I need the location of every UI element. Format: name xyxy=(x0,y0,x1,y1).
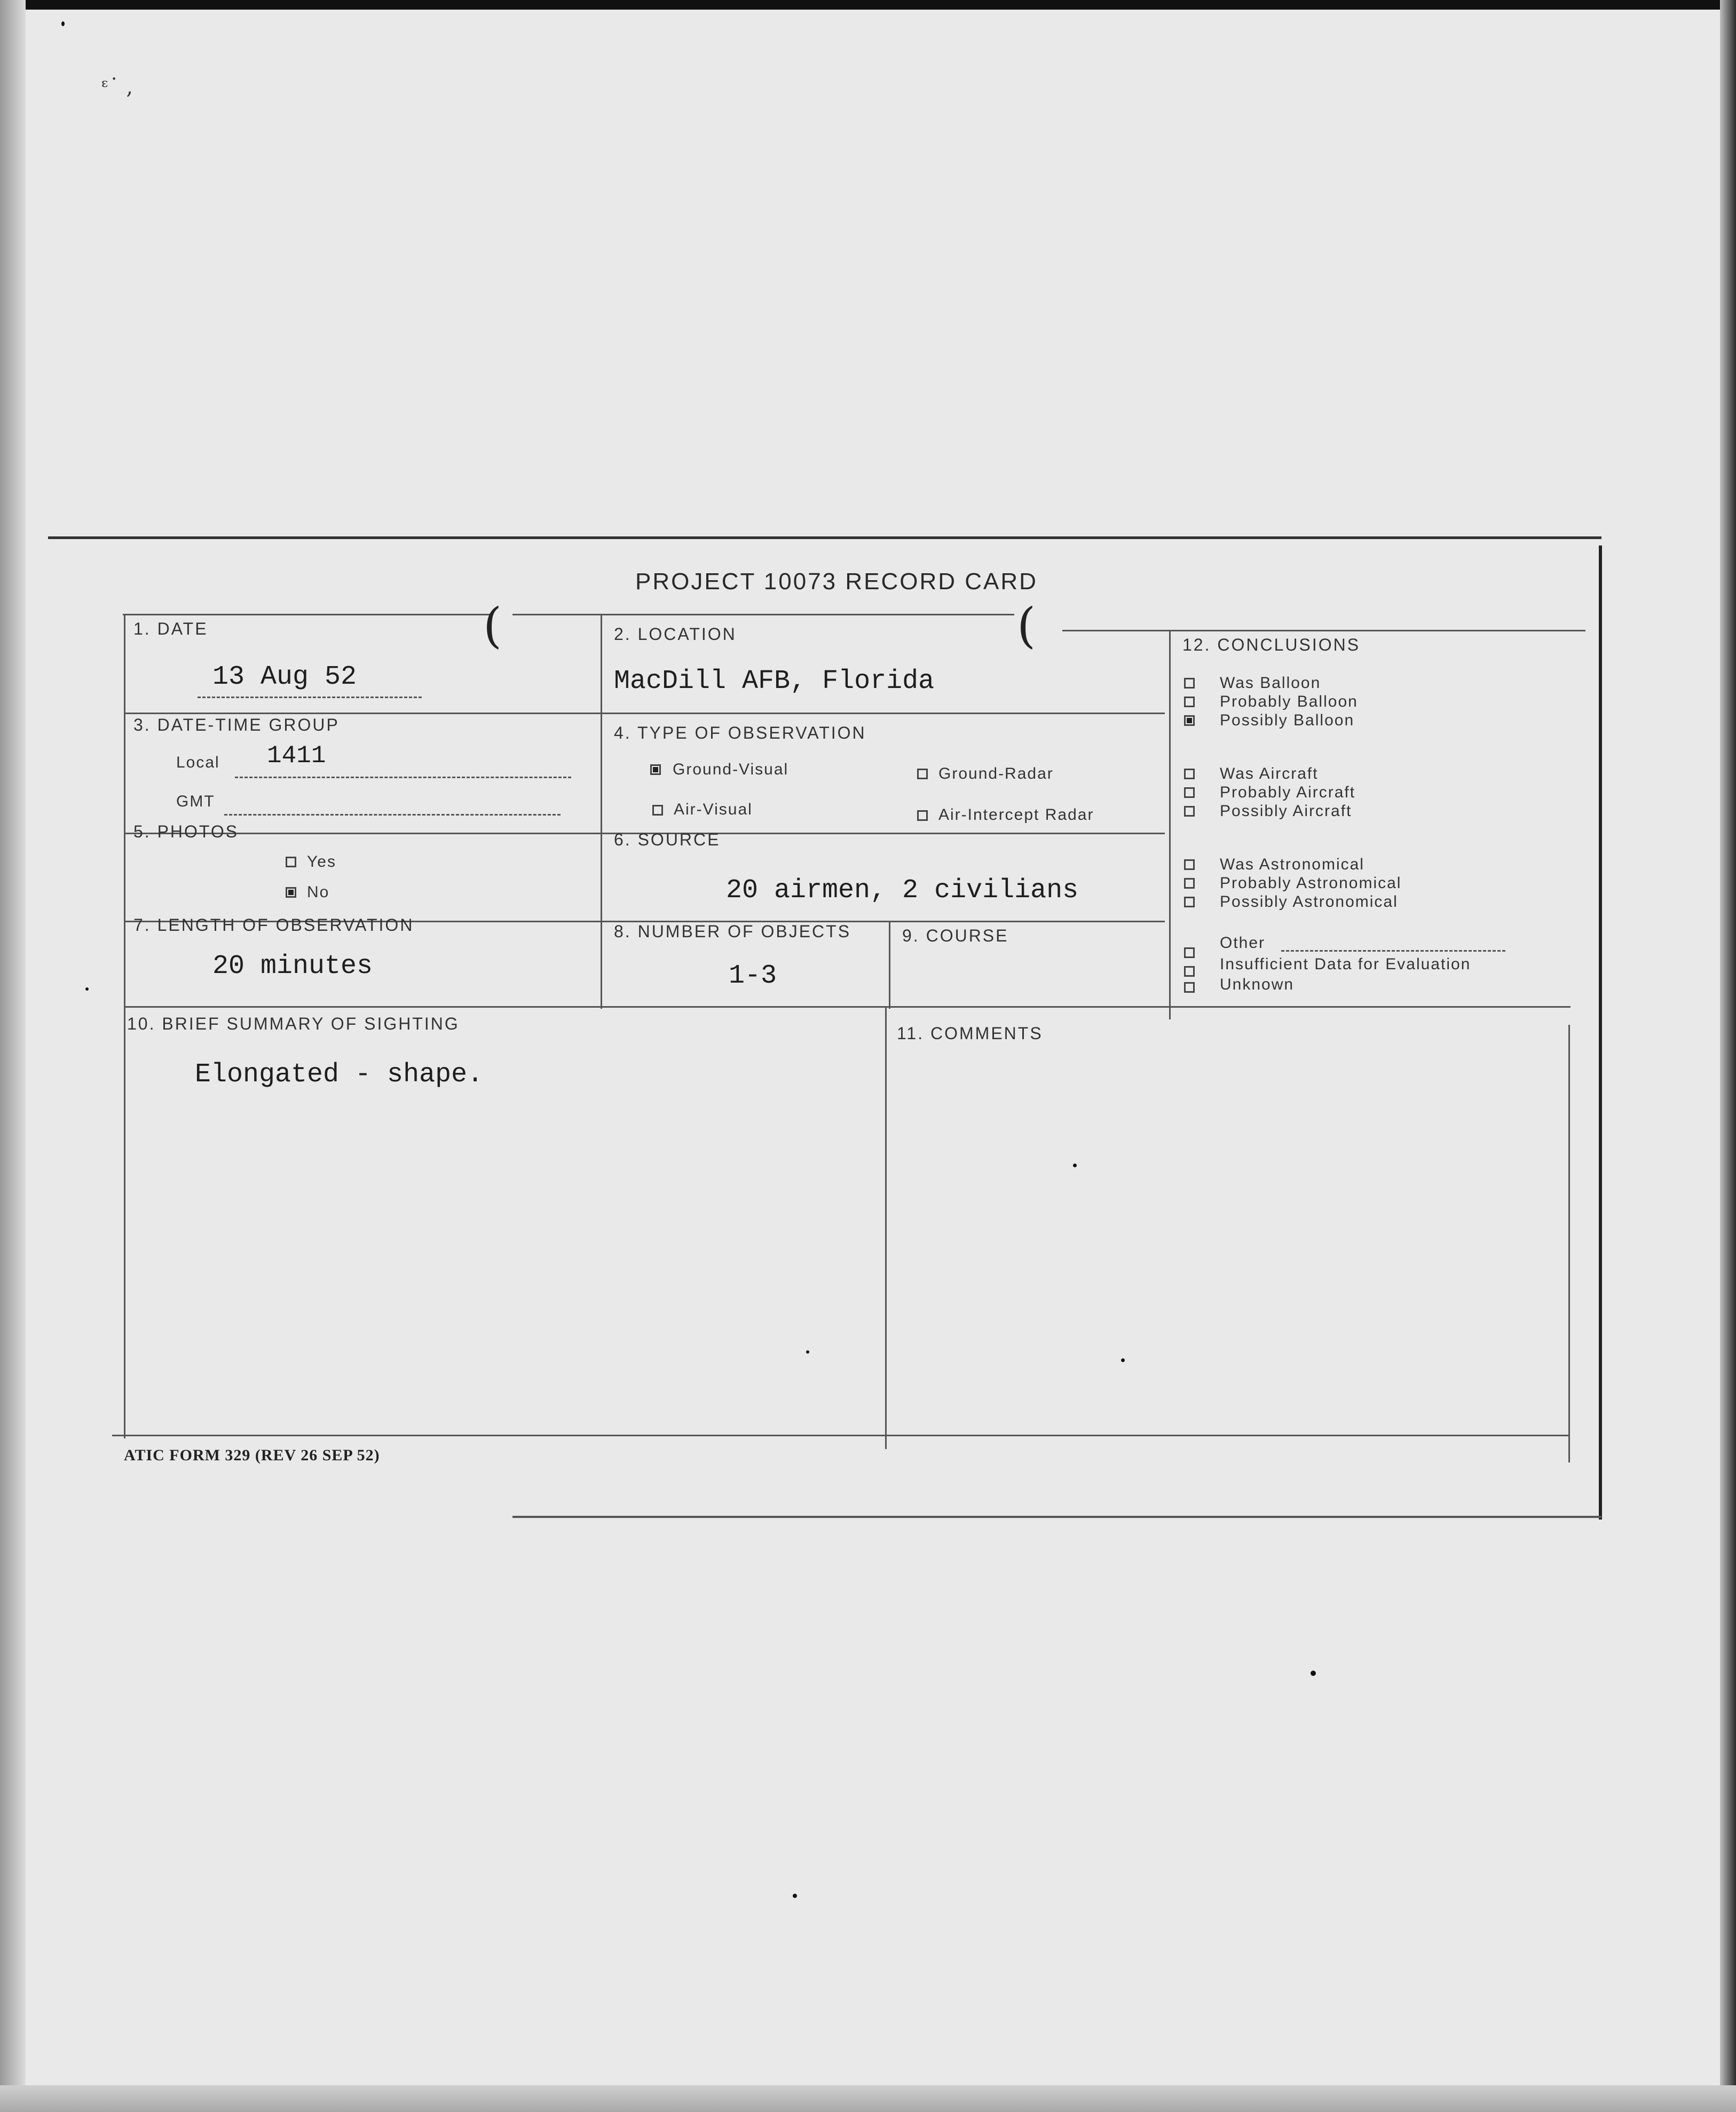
air-intercept-radar-checkbox[interactable] xyxy=(917,810,928,821)
brief-summary-value: Elongated - shape. xyxy=(195,1059,484,1090)
local-time-value: 1411 xyxy=(267,742,326,770)
possibly-aircraft-label: Possibly Aircraft xyxy=(1220,802,1352,820)
gmt-line xyxy=(224,814,561,816)
source-value: 20 airmen, 2 civilians xyxy=(726,875,1079,906)
possibly-astronomical-label: Possibly Astronomical xyxy=(1220,893,1398,911)
possibly-balloon-checkbox[interactable] xyxy=(1184,715,1195,726)
card-title: PROJECT 10073 RECORD CARD xyxy=(635,568,1038,595)
was-balloon-label: Was Balloon xyxy=(1220,674,1321,692)
probably-aircraft-label: Probably Aircraft xyxy=(1220,784,1356,801)
unknown-label: Unknown xyxy=(1220,976,1295,993)
date-time-group-label: 3. DATE-TIME GROUP xyxy=(133,715,340,734)
gmt-label: GMT xyxy=(176,793,215,810)
grid-line xyxy=(885,1006,887,1449)
location-value: MacDill AFB, Florida xyxy=(614,666,935,697)
corner-pencil-mark: ᵋ˙ , xyxy=(101,75,133,99)
film-edge-top xyxy=(0,0,1736,10)
photos-yes-checkbox[interactable] xyxy=(286,857,296,867)
date-label: 1. DATE xyxy=(133,619,208,638)
local-time-label: Local xyxy=(176,754,220,771)
comments-label: 11. COMMENTS xyxy=(897,1024,1043,1043)
ground-radar-label: Ground-Radar xyxy=(938,765,1054,782)
photos-label: 5. PHOTOS xyxy=(133,822,239,841)
possibly-aircraft-checkbox[interactable] xyxy=(1184,806,1195,817)
probably-astronomical-checkbox[interactable] xyxy=(1184,878,1195,889)
grid-line xyxy=(1568,1025,1570,1462)
type-of-observation-label: 4. TYPE OF OBSERVATION xyxy=(614,723,866,742)
possibly-balloon-label: Possibly Balloon xyxy=(1220,711,1355,729)
grid-line xyxy=(124,713,1165,714)
film-edge-bottom xyxy=(0,2085,1736,2112)
grid-line xyxy=(1169,630,1171,1019)
photos-no-label: No xyxy=(307,883,330,901)
other-checkbox[interactable] xyxy=(1184,947,1195,958)
length-of-observation-label: 7. LENGTH OF OBSERVATION xyxy=(133,915,414,935)
film-edge-left xyxy=(0,0,26,2112)
air-intercept-radar-label: Air-Intercept Radar xyxy=(938,806,1094,824)
probably-balloon-checkbox[interactable] xyxy=(1184,697,1195,707)
other-label: Other xyxy=(1220,934,1266,952)
probably-astronomical-label: Probably Astronomical xyxy=(1220,874,1402,892)
air-visual-checkbox[interactable] xyxy=(652,805,663,816)
possibly-astronomical-checkbox[interactable] xyxy=(1184,897,1195,907)
photos-no-checkbox[interactable] xyxy=(286,887,296,898)
location-label: 2. LOCATION xyxy=(614,624,737,644)
ground-visual-checkbox[interactable] xyxy=(650,764,661,775)
grid-line xyxy=(889,921,890,1009)
was-aircraft-checkbox[interactable] xyxy=(1184,769,1195,779)
was-astronomical-checkbox[interactable] xyxy=(1184,859,1195,870)
punch-mark: ( xyxy=(483,598,502,654)
number-of-objects-label: 8. NUMBER OF OBJECTS xyxy=(614,922,851,941)
number-of-objects-value: 1-3 xyxy=(729,961,777,991)
film-edge-right xyxy=(1720,0,1736,2112)
dust-speck xyxy=(1311,1671,1316,1676)
date-underline xyxy=(198,697,422,698)
grid-line xyxy=(124,614,125,1438)
source-label: 6. SOURCE xyxy=(614,830,721,849)
ground-radar-checkbox[interactable] xyxy=(917,769,928,779)
was-astronomical-label: Was Astronomical xyxy=(1220,856,1364,873)
other-line xyxy=(1281,950,1505,952)
card-bottom-border xyxy=(512,1516,1601,1518)
card-top-border xyxy=(48,536,1601,539)
brief-summary-label: 10. BRIEF SUMMARY OF SIGHTING xyxy=(127,1014,460,1033)
local-time-line xyxy=(235,777,571,778)
air-visual-label: Air-Visual xyxy=(674,801,753,818)
was-aircraft-label: Was Aircraft xyxy=(1220,765,1319,782)
grid-line xyxy=(123,614,491,615)
ground-visual-label: Ground-Visual xyxy=(673,761,789,778)
grid-line xyxy=(512,614,1014,615)
punch-mark: ( xyxy=(1017,598,1036,654)
grid-line xyxy=(1062,630,1585,631)
form-number: ATIC FORM 329 (REV 26 SEP 52) xyxy=(124,1446,380,1464)
conclusions-label: 12. CONCLUSIONS xyxy=(1182,635,1361,654)
dust-speck xyxy=(61,21,65,26)
date-value: 13 Aug 52 xyxy=(212,662,357,692)
length-of-observation-value: 20 minutes xyxy=(212,951,373,982)
was-balloon-checkbox[interactable] xyxy=(1184,678,1195,689)
course-label: 9. COURSE xyxy=(902,926,1009,945)
card-right-border xyxy=(1599,545,1602,1520)
insufficient-data-label: Insufficient Data for Evaluation xyxy=(1220,955,1471,973)
dust-speck xyxy=(85,987,89,991)
insufficient-data-checkbox[interactable] xyxy=(1184,966,1195,977)
grid-line xyxy=(124,1006,1571,1008)
dust-speck xyxy=(1073,1164,1077,1167)
grid-line xyxy=(601,614,602,1009)
probably-balloon-label: Probably Balloon xyxy=(1220,693,1358,710)
dust-speck xyxy=(793,1894,797,1898)
dust-speck xyxy=(806,1350,809,1354)
photos-yes-label: Yes xyxy=(307,853,336,871)
dust-speck xyxy=(1121,1358,1125,1362)
unknown-checkbox[interactable] xyxy=(1184,982,1195,993)
grid-line xyxy=(112,1435,1569,1436)
probably-aircraft-checkbox[interactable] xyxy=(1184,787,1195,798)
